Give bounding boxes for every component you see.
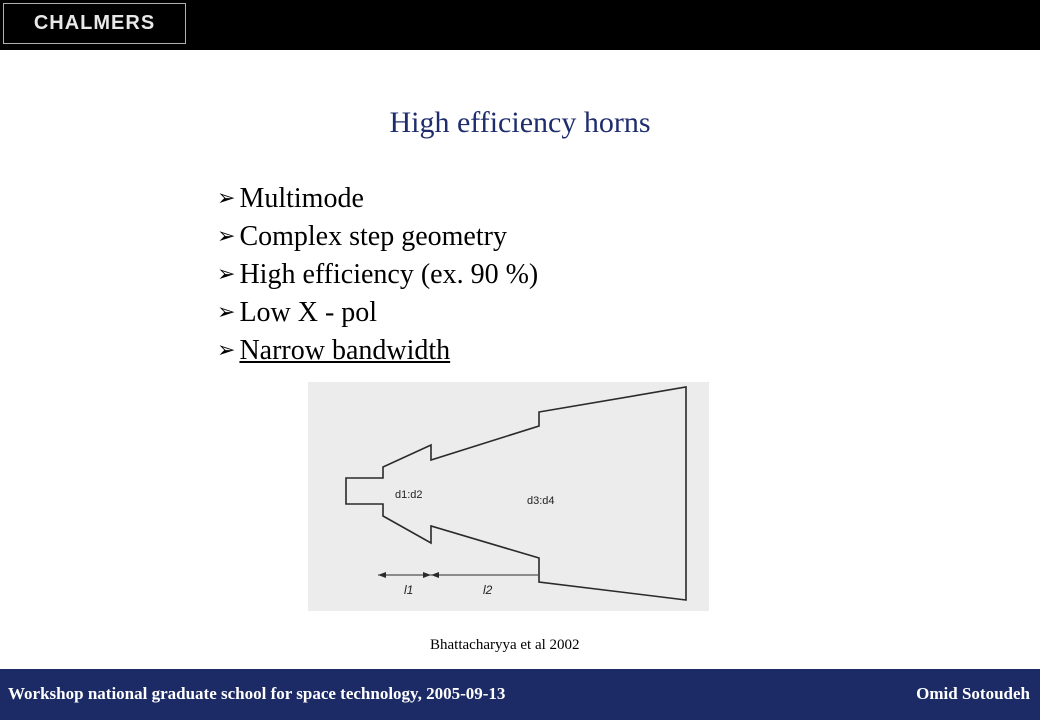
- bullet-item: [217, 294, 538, 332]
- arrow-bullet-icon: ➢: [217, 338, 236, 363]
- arrow-bullet-icon: ➢: [217, 186, 236, 211]
- length-label-l2: l2: [483, 583, 493, 597]
- horn-label-d1d2: d1:d2: [395, 489, 423, 501]
- footer-bar: [0, 669, 1040, 720]
- horn-label-d3d4: d3:d4: [527, 495, 555, 507]
- bullet-item: [217, 256, 538, 294]
- arrow-bullet-icon: ➢: [217, 262, 236, 287]
- length-label-l1: l1: [404, 583, 414, 597]
- arrowhead-icon: [423, 572, 431, 578]
- slide-title: High efficiency horns: [389, 106, 651, 139]
- bullet-text: Multimode: [239, 183, 364, 214]
- horn-diagram-svg: [308, 382, 709, 611]
- bullet-text: Narrow bandwidth: [239, 335, 451, 366]
- footer-event: Workshop national graduate school for space technology, 2005-09-13: [8, 684, 506, 703]
- bullet-list: [217, 180, 538, 370]
- bullet-item: [217, 218, 538, 256]
- header-bar: [0, 0, 1040, 50]
- arrow-bullet-icon: ➢: [217, 300, 236, 325]
- chalmers-logo: [3, 3, 186, 44]
- figure-caption: Bhattacharyya et al 2002: [430, 637, 580, 653]
- logo-text: CHALMERS: [33, 12, 156, 34]
- footer-author: Omid Sotoudeh: [916, 684, 1030, 703]
- horn-diagram: [308, 382, 709, 611]
- bullet-text: High efficiency (ex. 90 %): [239, 259, 539, 290]
- arrowhead-icon: [431, 572, 439, 578]
- arrow-bullet-icon: ➢: [217, 224, 236, 249]
- bullet-text: Low X - pol: [239, 297, 378, 328]
- bullet-item: [217, 180, 538, 218]
- bullet-item: [217, 332, 538, 370]
- arrowhead-icon: [378, 572, 386, 578]
- bullet-text: Complex step geometry: [239, 221, 507, 252]
